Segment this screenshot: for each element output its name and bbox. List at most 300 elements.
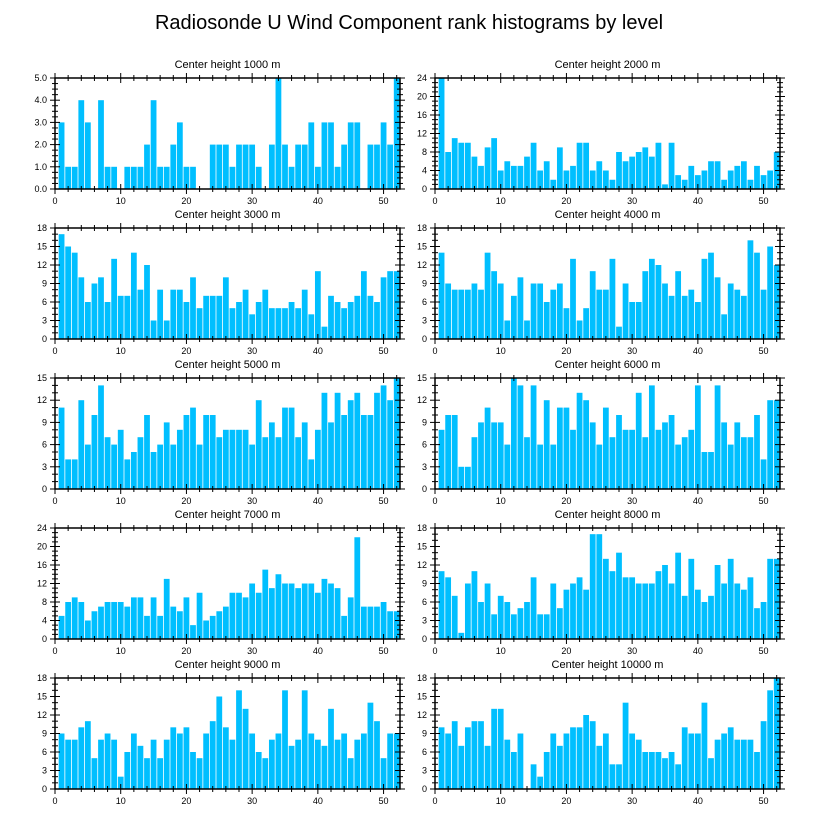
bar — [368, 415, 374, 489]
bar — [550, 290, 556, 339]
bar — [335, 740, 341, 789]
x-tick-label: 30 — [627, 796, 638, 806]
bar — [295, 437, 301, 489]
histogram-1000m — [0, 56, 409, 206]
bar — [197, 593, 203, 639]
bar — [675, 553, 681, 639]
bar — [341, 308, 347, 339]
bar — [491, 709, 497, 789]
bar — [741, 161, 747, 189]
bar — [656, 430, 662, 489]
y-tick-label: 4 — [421, 165, 427, 176]
bar — [98, 740, 104, 789]
bar — [662, 284, 668, 340]
bar — [210, 415, 216, 489]
bar — [368, 607, 374, 639]
x-tick-label: 50 — [758, 346, 769, 356]
bar — [249, 584, 255, 640]
y-tick-label: 1.0 — [34, 161, 47, 172]
bar — [636, 584, 642, 640]
bar — [734, 584, 740, 640]
bar — [315, 271, 321, 339]
bar — [289, 167, 295, 189]
bar — [702, 703, 708, 789]
bar — [230, 740, 236, 789]
bar — [583, 715, 589, 789]
bar — [564, 734, 570, 790]
panel-title: Center height 7000 m — [174, 509, 281, 521]
bar — [348, 597, 354, 639]
bar — [282, 584, 288, 640]
x-tick-label: 10 — [115, 646, 126, 656]
bar — [741, 296, 747, 339]
panel-title: Center height 6000 m — [554, 359, 661, 371]
bar — [728, 171, 734, 190]
bar — [282, 408, 288, 489]
bar — [445, 577, 451, 639]
bar — [491, 271, 497, 339]
bar — [282, 145, 288, 189]
bar — [335, 393, 341, 489]
bars — [439, 678, 780, 789]
panel-title: Center height 3000 m — [174, 209, 281, 221]
y-tick-label: 15 — [36, 691, 47, 702]
bar — [111, 602, 117, 639]
y-tick-label: 6 — [421, 439, 427, 450]
y-tick-label: 12 — [36, 578, 47, 589]
bar — [354, 393, 360, 489]
bar — [249, 734, 255, 790]
panel-2000m — [409, 56, 818, 206]
x-tick-label: 20 — [561, 796, 572, 806]
bar — [439, 727, 445, 789]
panel-10000m — [409, 656, 818, 806]
x-tick-label: 50 — [758, 196, 769, 206]
bar — [387, 145, 393, 189]
bar — [590, 534, 596, 639]
bar — [570, 166, 576, 189]
bar — [72, 167, 78, 189]
x-tick-label: 0 — [52, 346, 58, 356]
y-tick-label: 9 — [421, 417, 427, 428]
bar — [531, 577, 537, 639]
y-tick-label: 4 — [41, 615, 47, 626]
bar — [610, 571, 616, 639]
bar — [276, 574, 282, 639]
bar — [269, 308, 275, 339]
bar — [761, 290, 767, 339]
bar — [269, 588, 275, 639]
bar — [603, 559, 609, 639]
bar — [236, 593, 242, 639]
bar — [728, 284, 734, 340]
bar — [124, 296, 130, 339]
bar — [59, 122, 65, 189]
bar — [190, 277, 196, 339]
bar — [328, 122, 334, 189]
bar — [144, 265, 150, 339]
histogram-3000m — [0, 206, 409, 356]
bar — [590, 422, 596, 489]
bar — [65, 602, 71, 639]
y-tick-label: 18 — [36, 673, 47, 683]
bar — [216, 611, 222, 639]
x-tick-label: 50 — [378, 196, 389, 206]
bar — [302, 290, 308, 339]
bar — [596, 746, 602, 789]
y-tick-label: 9 — [421, 278, 427, 289]
x-tick-label: 30 — [247, 646, 258, 656]
y-tick-label: 6 — [421, 597, 427, 607]
bar — [243, 709, 249, 789]
bars — [59, 234, 400, 339]
bar — [649, 584, 655, 640]
bar — [203, 621, 209, 640]
bar — [642, 271, 648, 339]
y-tick-label: 15 — [416, 241, 427, 252]
x-tick-label: 20 — [181, 346, 192, 356]
x-tick-label: 40 — [312, 346, 323, 356]
bar — [491, 422, 497, 489]
bar — [151, 100, 157, 189]
y-tick-label: 0 — [421, 334, 427, 344]
bar — [642, 147, 648, 189]
bar — [170, 145, 176, 189]
bar — [170, 727, 176, 789]
y-tick-label: 6 — [421, 747, 427, 757]
y-tick-label: 3 — [421, 615, 427, 626]
bar — [59, 616, 65, 639]
x-tick-label: 40 — [692, 496, 703, 506]
bar — [636, 302, 642, 339]
bar — [65, 459, 71, 489]
bar — [256, 752, 262, 789]
bar — [590, 271, 596, 339]
bar — [322, 393, 328, 489]
bar — [361, 271, 367, 339]
x-tick-label: 10 — [115, 796, 126, 806]
bar — [223, 145, 229, 189]
y-tick-label: 20 — [36, 541, 47, 552]
bar — [564, 408, 570, 489]
bar — [157, 290, 163, 339]
bar — [144, 415, 150, 489]
bar — [458, 143, 464, 189]
bar — [616, 553, 622, 639]
panel-title: Center height 1000 m — [174, 59, 281, 71]
bar — [623, 284, 629, 340]
bar — [537, 284, 543, 340]
bar — [675, 445, 681, 489]
bar — [328, 584, 334, 640]
bar — [623, 430, 629, 489]
bar — [465, 727, 471, 789]
bar — [59, 734, 65, 790]
bar — [557, 147, 563, 189]
bar — [649, 385, 655, 489]
bar — [190, 625, 196, 639]
bar — [682, 437, 688, 489]
x-tick-label: 0 — [432, 796, 438, 806]
bar — [603, 290, 609, 339]
histogram-5000m — [0, 356, 409, 506]
bar — [504, 321, 510, 340]
bar — [695, 590, 701, 639]
bar — [439, 430, 445, 489]
y-tick-label: 12 — [416, 260, 427, 270]
bar — [695, 302, 701, 339]
bar — [322, 122, 328, 189]
bar — [98, 277, 104, 339]
bar — [518, 385, 524, 489]
y-tick-label: 15 — [36, 373, 47, 383]
x-tick-label: 20 — [181, 496, 192, 506]
bar — [728, 559, 734, 639]
bar — [708, 758, 714, 789]
bar — [478, 290, 484, 339]
bar — [276, 308, 282, 339]
x-tick-label: 0 — [52, 196, 58, 206]
panel-title: Center height 5000 m — [174, 359, 281, 371]
x-tick-label: 40 — [692, 196, 703, 206]
bar — [616, 764, 622, 789]
bar — [177, 430, 183, 489]
bar — [78, 277, 84, 339]
bar — [59, 234, 65, 339]
y-tick-label: 0 — [41, 784, 47, 794]
bar — [315, 430, 321, 489]
bar — [524, 437, 530, 489]
bar — [190, 752, 196, 789]
bar — [111, 445, 117, 489]
bar — [511, 296, 517, 339]
bar — [302, 584, 308, 640]
panel-title: Center height 10000 m — [551, 659, 664, 671]
x-tick-label: 10 — [495, 346, 506, 356]
y-tick-label: 15 — [36, 241, 47, 252]
bar — [144, 145, 150, 189]
bar — [550, 445, 556, 489]
bar — [243, 145, 249, 189]
x-tick-label: 40 — [692, 646, 703, 656]
bar — [131, 253, 137, 339]
y-tick-label: 9 — [41, 278, 47, 289]
bar — [754, 415, 760, 489]
bar — [295, 145, 301, 189]
bar — [295, 740, 301, 789]
bar — [256, 167, 262, 189]
bar — [728, 727, 734, 789]
bar — [688, 734, 694, 790]
bar — [105, 302, 111, 339]
x-tick-label: 30 — [627, 196, 638, 206]
bar — [138, 167, 144, 189]
bar — [105, 437, 111, 489]
bar — [662, 758, 668, 789]
bar — [230, 308, 236, 339]
bar — [328, 422, 334, 489]
bar — [715, 385, 721, 489]
bar — [550, 734, 556, 790]
bar — [478, 602, 484, 639]
panel-5000m — [0, 356, 409, 506]
histogram-10000m — [409, 656, 818, 806]
y-tick-label: 16 — [416, 110, 427, 120]
bars — [439, 78, 780, 189]
bar — [151, 321, 157, 340]
bar — [236, 145, 242, 189]
bar — [478, 721, 484, 789]
bar — [184, 597, 190, 639]
y-tick-label: 9 — [41, 728, 47, 739]
bar — [335, 302, 341, 339]
histogram-9000m — [0, 656, 409, 806]
bar — [341, 145, 347, 189]
bar — [445, 734, 451, 790]
panel-title: Center height 2000 m — [554, 59, 661, 71]
bar — [203, 415, 209, 489]
bar — [767, 171, 773, 190]
bar — [577, 577, 583, 639]
bar — [118, 602, 124, 639]
bar — [472, 157, 478, 189]
bar — [498, 422, 504, 489]
bar — [761, 721, 767, 789]
bar — [111, 167, 117, 189]
bar — [518, 166, 524, 189]
bar — [322, 746, 328, 789]
bar — [715, 161, 721, 189]
bar — [531, 385, 537, 489]
bar — [518, 608, 524, 639]
y-tick-label: 18 — [36, 223, 47, 233]
bar — [92, 758, 98, 789]
bar — [249, 145, 255, 189]
bar — [445, 415, 451, 489]
bar — [583, 143, 589, 189]
page-title: Radiosonde U Wind Component rank histograms by level — [154, 12, 664, 34]
bar — [550, 584, 556, 640]
bar — [675, 764, 681, 789]
bar — [223, 727, 229, 789]
x-tick-label: 0 — [432, 496, 438, 506]
bar — [315, 593, 321, 639]
bar — [276, 734, 282, 790]
bar — [230, 167, 236, 189]
bar — [394, 271, 400, 339]
bar — [741, 437, 747, 489]
bar — [596, 534, 602, 639]
bar — [656, 571, 662, 639]
bar — [577, 393, 583, 489]
x-tick-label: 30 — [247, 346, 258, 356]
bar — [131, 167, 137, 189]
bar — [596, 290, 602, 339]
x-tick-label: 30 — [247, 796, 258, 806]
x-tick-label: 50 — [758, 796, 769, 806]
bar — [59, 408, 65, 489]
bar — [537, 614, 543, 639]
bar — [177, 734, 183, 790]
bar — [458, 467, 464, 489]
bar — [491, 138, 497, 189]
y-tick-label: 3 — [41, 461, 47, 472]
bar — [341, 616, 347, 639]
bar — [642, 584, 648, 640]
x-tick-label: 20 — [561, 646, 572, 656]
x-tick-label: 10 — [495, 496, 506, 506]
bar — [544, 752, 550, 789]
bar — [361, 734, 367, 790]
bar — [669, 584, 675, 640]
bar — [276, 437, 282, 489]
bar — [452, 596, 458, 639]
y-tick-label: 5.0 — [34, 73, 47, 83]
y-tick-label: 8 — [421, 147, 427, 157]
bar — [577, 143, 583, 189]
bar — [308, 459, 314, 489]
x-tick-label: 30 — [627, 346, 638, 356]
bar — [649, 157, 655, 189]
bar — [767, 247, 773, 340]
bar — [531, 764, 537, 789]
x-tick-label: 0 — [52, 646, 58, 656]
x-tick-label: 50 — [378, 796, 389, 806]
y-tick-label: 4.0 — [34, 95, 47, 106]
bar — [262, 437, 268, 489]
bar — [452, 290, 458, 339]
bar — [203, 296, 209, 339]
y-tick-label: 6 — [41, 297, 47, 307]
bar — [387, 611, 393, 639]
bar — [734, 422, 740, 489]
bar — [702, 259, 708, 339]
bar — [164, 422, 170, 489]
bar — [177, 290, 183, 339]
x-tick-label: 20 — [561, 196, 572, 206]
bar — [210, 296, 216, 339]
y-tick-label: 24 — [36, 523, 47, 533]
bar — [688, 430, 694, 489]
bar — [590, 721, 596, 789]
bar — [748, 240, 754, 339]
bar — [85, 621, 91, 640]
bar — [662, 422, 668, 489]
y-tick-label: 3 — [421, 461, 427, 472]
bar — [394, 734, 400, 790]
bar — [669, 143, 675, 189]
y-tick-label: 0 — [41, 334, 47, 344]
x-tick-label: 30 — [627, 496, 638, 506]
bar — [374, 302, 380, 339]
x-tick-label: 40 — [692, 346, 703, 356]
bar — [465, 467, 471, 489]
bar — [289, 408, 295, 489]
bar — [151, 740, 157, 789]
bar — [669, 752, 675, 789]
bar — [144, 758, 150, 789]
bar — [262, 758, 268, 789]
bar — [387, 271, 393, 339]
bar — [754, 253, 760, 339]
bar — [504, 602, 510, 639]
bar — [504, 445, 510, 489]
bar — [164, 579, 170, 639]
bar — [708, 596, 714, 639]
y-tick-label: 9 — [421, 728, 427, 739]
bar — [557, 408, 563, 489]
bar — [688, 166, 694, 189]
